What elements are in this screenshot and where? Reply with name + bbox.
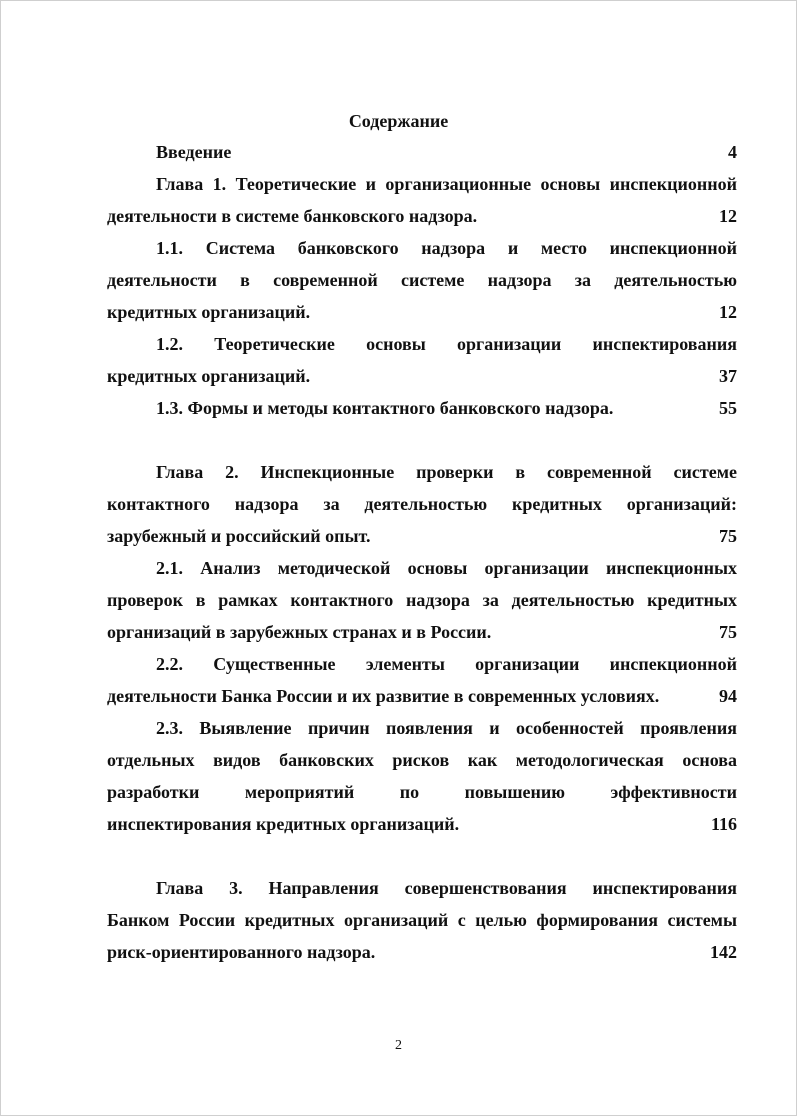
toc-entry-page: 55 (719, 398, 737, 418)
toc-entry-chapter-2[interactable] (107, 460, 737, 556)
toc-entry-page: 12 (719, 302, 737, 322)
toc-entry-line: кредитных организаций. (107, 366, 311, 386)
toc-entry-page: 116 (710, 814, 737, 834)
toc-entry-line: кредитных организаций. (107, 302, 311, 322)
toc-entry-line: организаций в зарубежных странах и в России. (107, 622, 492, 642)
toc-entry-chapter-3[interactable] (107, 876, 737, 972)
page-number: 2 (395, 1038, 402, 1053)
toc-entry-line: 2.2. Существенные элементы организации инспекционной (156, 654, 737, 674)
toc-entry-page: 94 (719, 686, 737, 706)
toc-entry-line: зарубежный и российский опыт. (107, 526, 371, 546)
toc-entry-section-2-3[interactable] (107, 716, 737, 844)
toc-entry-line: разработки мероприятий по повышению эффективности (107, 782, 737, 802)
toc-entry-page: 142 (710, 942, 737, 962)
toc-entry-page: 4 (728, 142, 737, 162)
toc-entry-line: 2.1. Анализ методической основы организации инспекционных (156, 558, 737, 578)
toc-entry-title: 1.3. Формы и методы контактного банковского надзора. (156, 398, 614, 418)
toc-entry-line: 1.2. Теоретические основы организации инспектирования (156, 334, 737, 354)
toc-entry-page: 75 (719, 526, 737, 546)
toc-title: Содержание (348, 111, 449, 131)
toc-entry-line: деятельности Банка России и их развитие в современных условиях. (107, 686, 660, 706)
toc-entry-section-1-3[interactable] (107, 396, 737, 420)
toc-entry-line: деятельности в системе банковского надзора. (107, 206, 478, 226)
toc-entry-section-2-2[interactable] (107, 652, 737, 716)
toc-entry-line: Банком России кредитных организаций с целью формирования системы (107, 910, 737, 930)
toc-entry-line: 2.3. Выявление причин появления и особенностей проявления (156, 718, 737, 738)
toc-entry-line: 1.1. Система банковского надзора и место инспекционной (156, 238, 737, 258)
toc-entry-page: 75 (719, 622, 737, 642)
toc-entry-section-1-1[interactable] (107, 236, 737, 332)
toc-entry-intro[interactable] (107, 140, 737, 164)
toc-entry-line: Глава 1. Теоретические и организационные основы инспекционной (156, 174, 737, 194)
toc-entry-section-1-2[interactable] (107, 332, 737, 396)
toc-entry-section-2-1[interactable] (107, 556, 737, 652)
toc-entry-line: Глава 2. Инспекционные проверки в современной системе (156, 462, 737, 482)
toc-entry-line: инспектирования кредитных организаций. (107, 814, 460, 834)
toc-entry-line: контактного надзора за деятельностью кредитных организаций: (107, 494, 737, 514)
toc-entry-line: отдельных видов банковских рисков как методологическая основа (107, 750, 737, 770)
toc-entry-page: 37 (719, 366, 737, 386)
toc-entry-chapter-1[interactable] (107, 172, 737, 236)
toc-entry-line: Глава 3. Направления совершенствования инспектирования (156, 878, 737, 898)
toc-entry-title: Введение (156, 142, 232, 162)
toc-entry-line: деятельности в современной системе надзора за деятельностью (107, 270, 737, 290)
toc-entry-line: риск-ориентированного надзора. (107, 942, 376, 962)
toc-entry-page: 12 (719, 206, 737, 226)
toc-entry-line: проверок в рамках контактного надзора за деятельностью кредитных (107, 590, 737, 610)
